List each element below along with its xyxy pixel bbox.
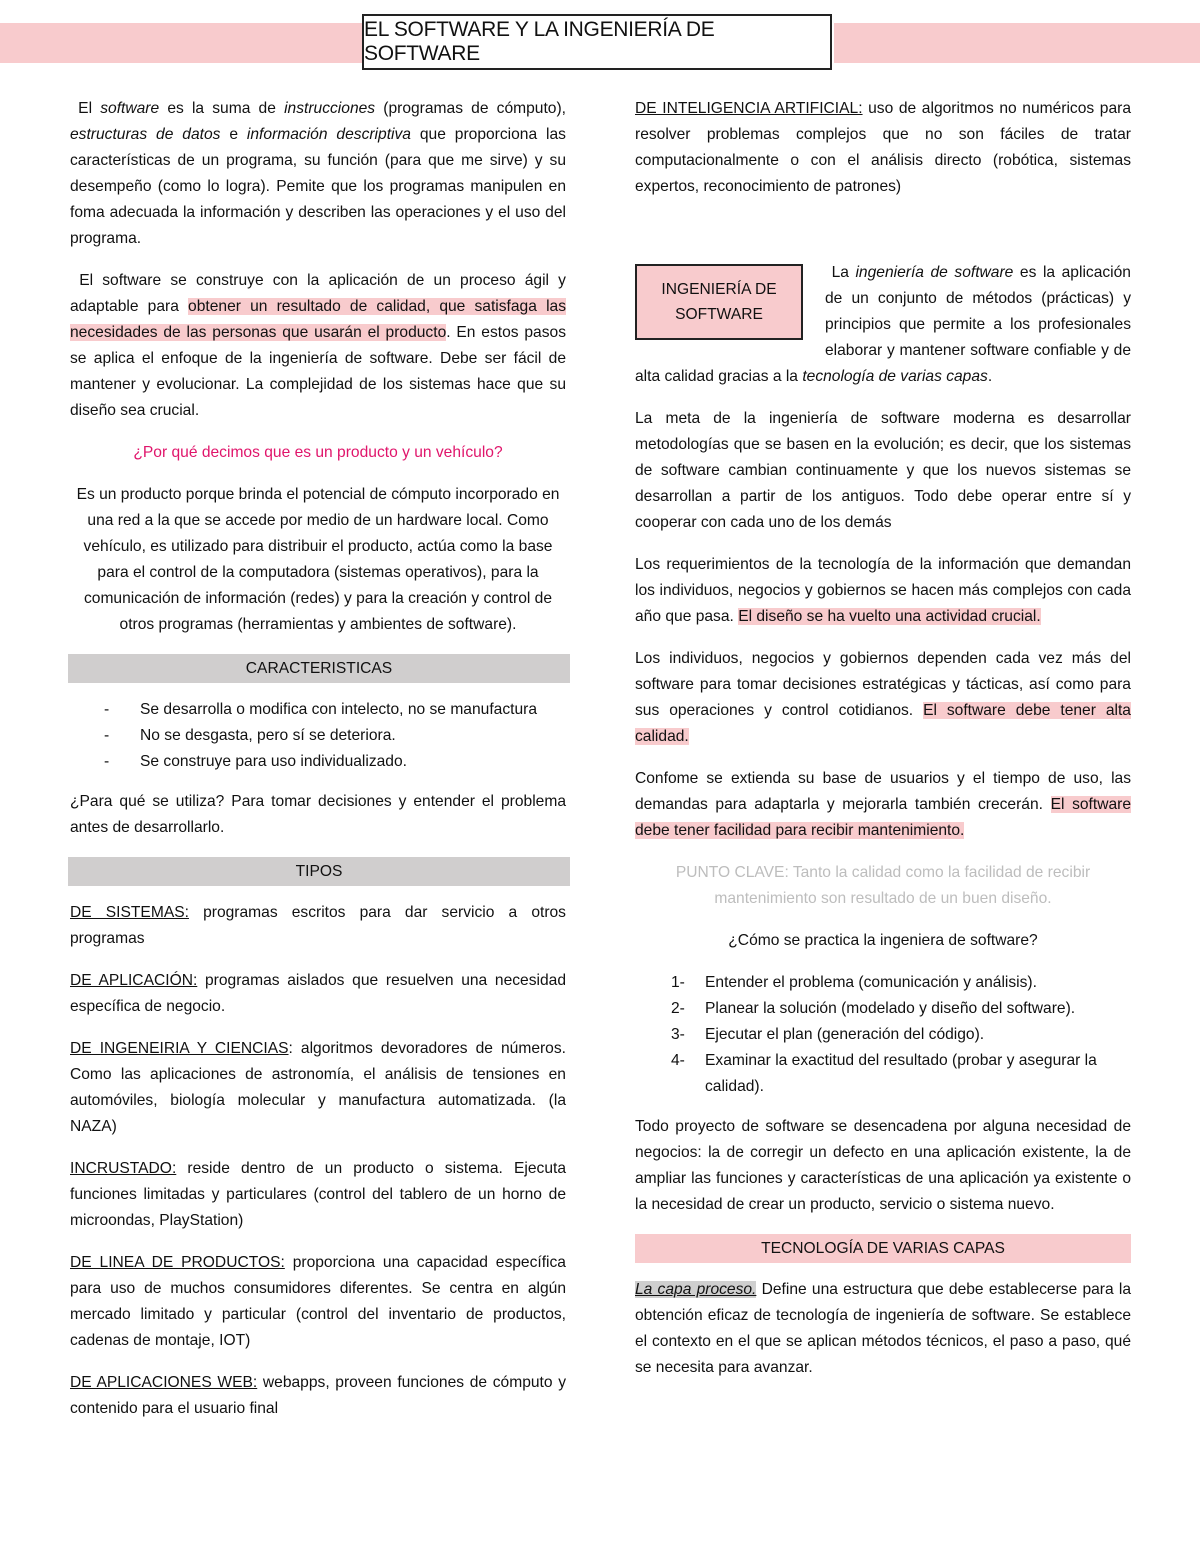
caracteristicas-list	[70, 697, 566, 775]
practica-question: ¿Cómo se practica la ingeniera de software?	[728, 932, 1038, 949]
list-item: - Se construye para uso individualizado.	[70, 749, 566, 775]
left-column	[70, 96, 566, 1438]
meta-paragraph: La meta de la ingeniería de software moderna es desarrollar metodologías que se basen en la evolución; es decir, que los sistemas de software cambian continuamente y que los nuevos sistemas se desarrollan a partir de los antiguos. Todo debe operar entre sí y cooperar con cada uno de los demás	[635, 410, 1131, 531]
capa-proceso-paragraph: La capa proceso. Define una estructura que debe establecerse para la obtención eficaz de tecnología de ingeniería de software. Se establece el contexto en el que se aplican métodos técnicos, el paso a paso, qué se necesita para avanzar.	[635, 1281, 1132, 1376]
product-vehicle-question: ¿Por qué decimos que es un producto y un vehículo?	[133, 444, 503, 461]
list-item: 3- Ejecutar el plan (generación del código).	[671, 1026, 985, 1043]
caracteristicas-heading: CARACTERISTICAS	[68, 654, 570, 683]
steps-list	[635, 970, 1131, 1100]
list-item: 4- Examinar la exactitud del resultado (probar y asegurar la calidad).	[671, 1052, 1097, 1095]
tipo-item: DE APLICACIONES WEB: webapps, proveen funciones de cómputo y contenido para el usuario final	[70, 1374, 566, 1417]
tipo-item: DE APLICACIÓN: programas aislados que resuelven una necesidad específica de negocio.	[70, 972, 567, 1015]
individuos-paragraph: Los individuos, negocios y gobiernos dependen cada vez más del software para tomar decisiones estratégicas y tácticas, así como para sus operaciones y control cotidianos. El software debe tener alta calidad.	[635, 650, 1131, 745]
ingenieria-box: INGENIERÍA DE SOFTWARE	[635, 264, 803, 340]
tipo-item: DE INGENEIRIA Y CIENCIAS: algoritmos devoradores de números. Como las aplicaciones de astronomía, el análisis de tensiones en automóviles, biología molecular y manufactura automatizada. (la NAZA)	[70, 1040, 566, 1135]
software-construction: El software se construye con la aplicación de un proceso ágil y adaptable para obtener un resultado de calidad, que satisfaga las necesidades de las personas que usarán el producto. En estos pasos se aplica el enfoque de la ingeniería de software. Debe ser fácil de mantener y evolucionar. La complejidad de los sistemas hace que su diseño sea crucial.	[70, 272, 566, 419]
tipo-item: DE SISTEMAS: programas escritos para dar servicio a otros programas	[70, 904, 566, 947]
list-item: - Se desarrolla o modifica con intelecto, no se manufactura	[70, 697, 566, 723]
list-item: 2- Planear la solución (modelado y diseño del software).	[671, 1000, 1076, 1017]
tipo-item: INCRUSTADO: reside dentro de un producto o sistema. Ejecuta funciones limitadas y particulares (control del tablero de un horno de microondas, PlayStation)	[70, 1160, 566, 1229]
requerimientos-paragraph: Los requerimientos de la tecnología de la información que demandan los individuos, negocios y gobiernos se hacen más complejos con cada año que pasa. El diseño se ha vuelto una actividad crucial.	[635, 556, 1131, 625]
list-item: 1- Entender el problema (comunicación y análisis).	[671, 974, 1037, 991]
list-item: - No se desgasta, pero sí se deteriora.	[70, 723, 566, 749]
tipo-item: DE LINEA DE PRODUCTOS: proporciona una capacidad específica para uso de muchos consumidores diferentes. Se centra en algún mercado limitado y particular (control del inventario de productos, cadenas de montaje, IOT)	[70, 1254, 566, 1349]
header-band-left	[0, 23, 362, 63]
right-column	[635, 96, 1131, 1397]
product-vehicle-answer: Es un producto porque brinda el potencial de cómputo incorporado en una red a la que se accede por medio de un hardware local. Como vehículo, es utilizado para distribuir el producto, actúa como la base para el control de la computadora (sistemas operativos), para la comunicación de información (redes) y para la creación y control de otros programas (herramientas y ambientes de software).	[76, 486, 560, 633]
uso-paragraph: ¿Para qué se utiliza? Para tomar decisiones y entender el problema antes de desarrollarlo.	[70, 793, 566, 836]
tipo-item-ia: DE INTELIGENCIA ARTIFICIAL: uso de algoritmos no numéricos para resolver problemas complejos que no son fáciles de tratar computacionalmente o con el análisis directo (robótica, sistemas expertos, reconocimiento de patrones)	[635, 100, 1132, 195]
tipos-heading: TIPOS	[68, 857, 570, 886]
proyecto-paragraph: Todo proyecto de software se desencadena por alguna necesidad de negocios: la de corregir un defecto en una aplicación existente, la de ampliar las funciones y características de una aplicación ya existente o la necesidad de crear un producto, servicio o sistema nuevo.	[635, 1118, 1131, 1213]
ingenieria-block	[635, 260, 1131, 406]
capas-heading: TECNOLOGÍA DE VARIAS CAPAS	[635, 1234, 1131, 1263]
page-title: EL SOFTWARE Y LA INGENIERÍA DE SOFTWARE	[362, 14, 832, 70]
ingenieria-definition: La ingeniería de software es la aplicación de un conjunto de métodos (prácticas) y principios que permite a los profesionales elaborar y mantener software confiable y de alta calidad gracias a la tecnología de varias capas.	[635, 264, 1131, 385]
software-definition: El software es la suma de instrucciones (programas de cómputo), estructuras de datos e información descriptiva que proporciona las características de un programa, su función (para que me sirve) y su desempeño (como lo logra). Pemite que los programas manipulen en foma adecuada la información y describen las operaciones y el uso del programa.	[70, 100, 567, 247]
confome-paragraph: Confome se extienda su base de usuarios y el tiempo de uso, las demandas para adaptarla y mejorarla también crecerán. El software debe tener facilidad para recibir mantenimiento.	[635, 770, 1132, 839]
header-band-right	[834, 23, 1200, 63]
punto-clave: PUNTO CLAVE: Tanto la calidad como la facilidad de recibir mantenimiento son resultado de un buen diseño.	[675, 864, 1091, 907]
